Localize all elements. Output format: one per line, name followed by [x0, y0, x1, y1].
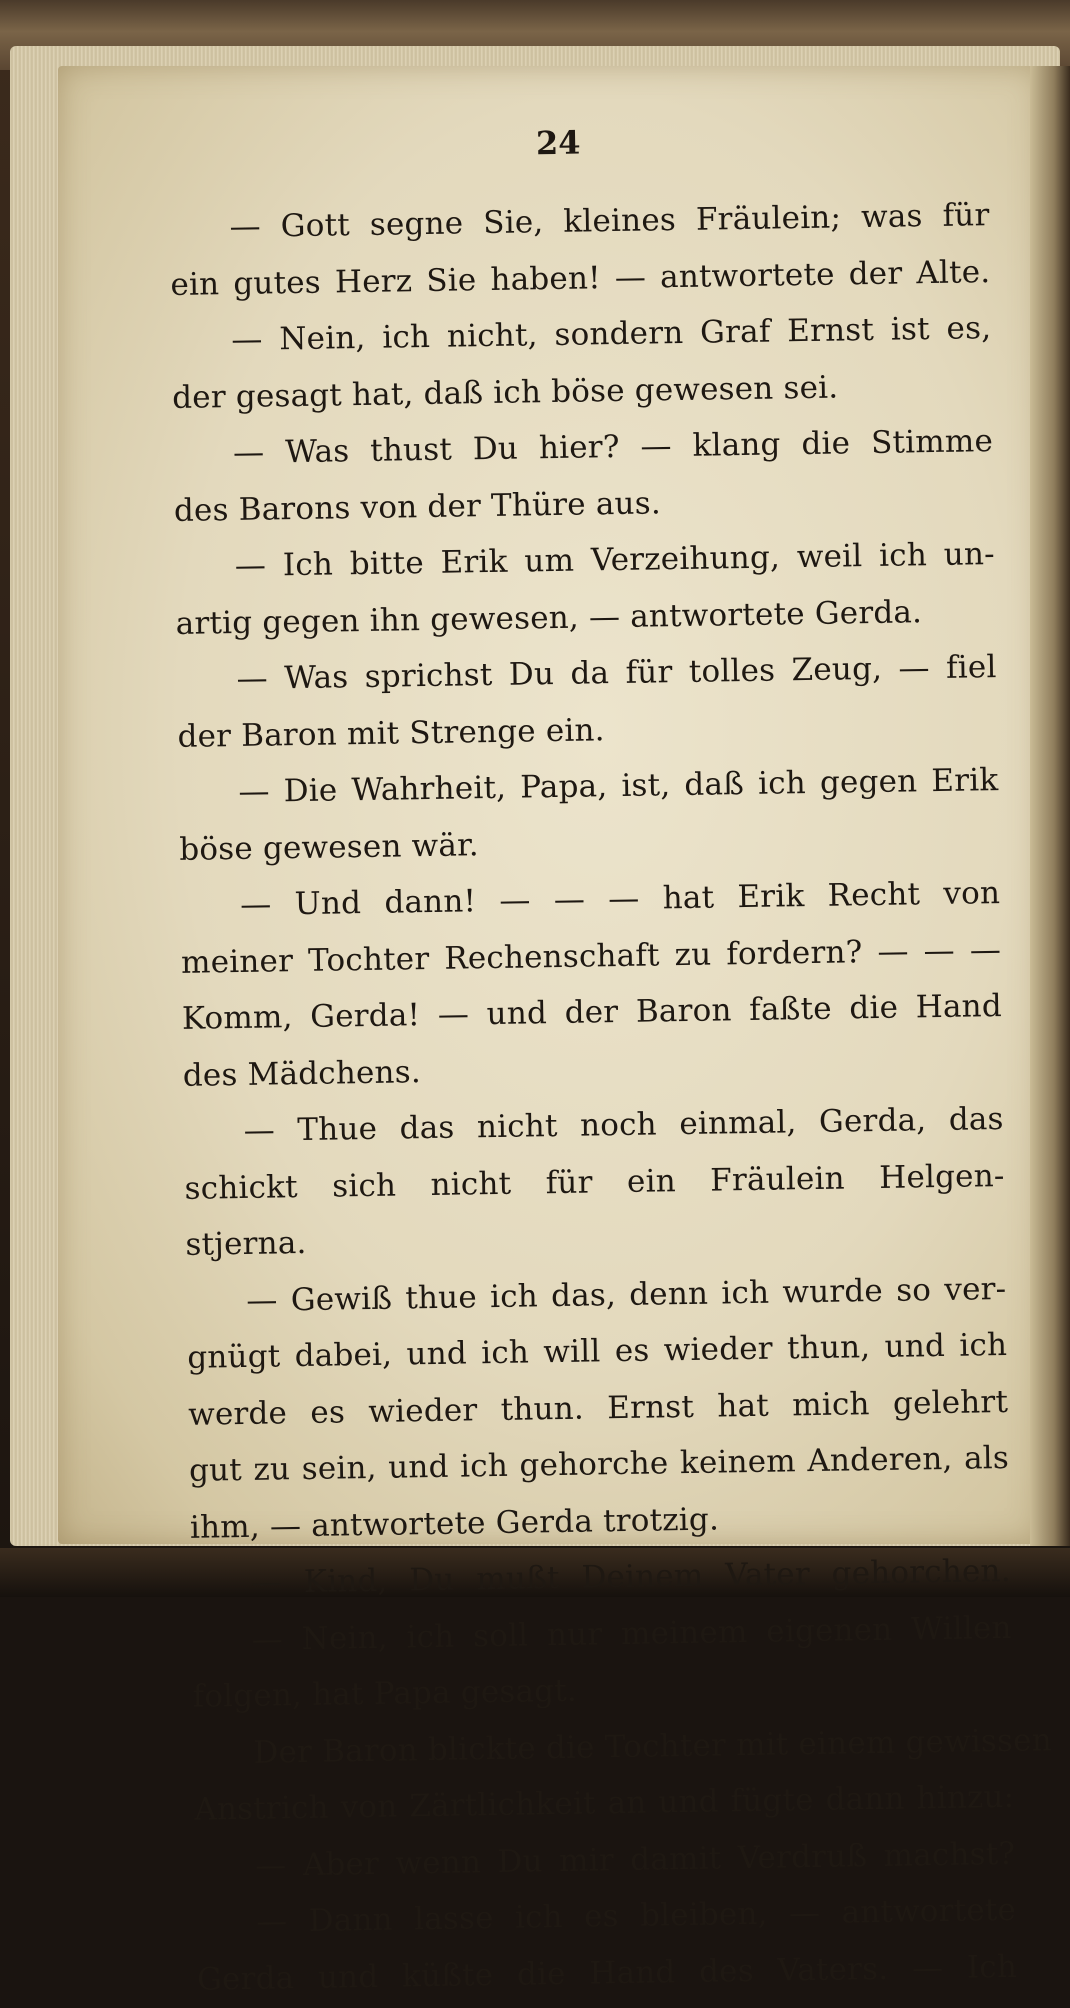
text-line: — Die Wahrheit, Papa, ist, daß ich gegen Erik [238, 762, 999, 810]
text-line: — Nein, ich nicht, sondern Graf Ernst ist es, [231, 310, 992, 359]
text-line: — Kind, Du mußt Deinem Vater gehorchen. [250, 1552, 1012, 1601]
text-line: — Nein, ich soll nur meinem eigenen Willen [251, 1609, 1012, 1658]
text-line: gut zu sein, und ich gehorche keinem Anderen, als [188, 1439, 1010, 1489]
page-right-edge [1030, 66, 1070, 1546]
text-line: — Ich bitte Erik um Verzeihung, weil ich un- [234, 536, 996, 585]
text-line: ein gutes Herz Sie haben! — antwortete der Alte. [170, 253, 991, 303]
text-line: böse gewesen wär. [179, 826, 480, 868]
text-line: folgen, hat Papa gesagt. [192, 1672, 578, 1715]
text-line: — Thue das nicht noch einmal, Gerda, das [243, 1100, 1004, 1149]
text-line: gnügt dabei, und ich will es wieder thun, und ich [187, 1326, 1008, 1376]
text-line: schickt sich nicht für ein Fräulein Helgen- [184, 1157, 1005, 1207]
text-line: artig gegen ihn gewesen, — antwortete Gerda. [175, 593, 923, 642]
text-line: — Gewiß thue ich das, denn ich wurde so ver- [246, 1270, 1007, 1319]
text-line: stjerna. [185, 1224, 307, 1263]
text-line: ihm, — antwortete Gerda trotzig. [189, 1501, 720, 1546]
text-line: Anstrich von Zärtlichkeit an und fügte dann hinzu: [194, 1778, 1015, 1828]
text-line: — Was sprichst Du da für tolles Zeug, — fiel [236, 649, 997, 697]
text-line: Der Baron blickte die Tochter mit einem gewissen [253, 1721, 1053, 1771]
text-line: — Dann lasse ich es bleiben, — antwortete [255, 1891, 1017, 1940]
page-number: 24 [535, 123, 581, 163]
text-line: — Gott segne Sie, kleines Fräulein; was für [229, 197, 990, 246]
text-line: des Mädchens. [182, 1053, 422, 1094]
text-line: — Was thust Du hier? — klang die Stimme [232, 423, 994, 472]
text-line: Gerda und küßte die Hand des Vaters. — Ich [196, 1948, 1018, 1998]
text-line: — Und dann! — — — hat Erik Recht von [239, 875, 1001, 923]
page-text [168, 117, 1053, 2008]
text-line: der gesagt hat, daß ich böse gewesen sei. [171, 369, 839, 416]
text-line: der Baron mit Strenge ein. [177, 711, 605, 755]
text-line: Komm, Gerda! — und der Baron faßte die Hand [181, 988, 1003, 1037]
text-line: werde es wieder thun. Ernst hat mich gelehrt [187, 1383, 1009, 1433]
text-line: — Aber wenn Du mir damit Verdruß machst? [254, 1835, 1016, 1884]
text-line: des Barons von der Thüre aus. [173, 484, 662, 529]
text-line: meiner Tochter Rechenschaft zu fordern? — — — [180, 931, 1002, 981]
